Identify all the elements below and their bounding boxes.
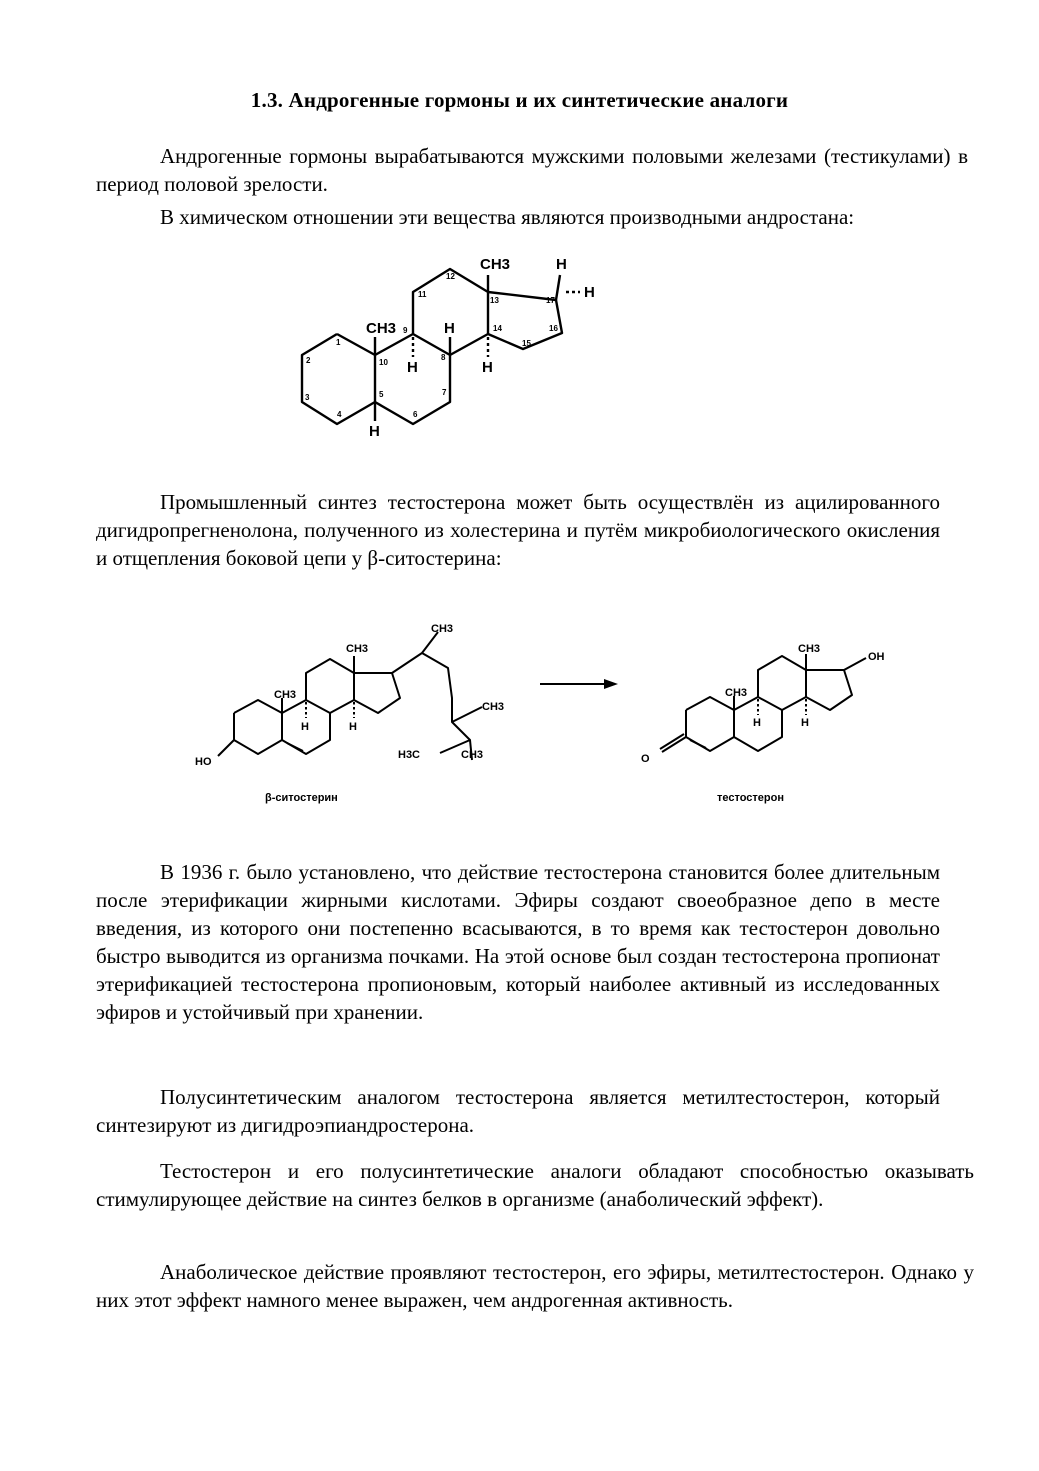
paragraph-6: Тестостерон и его полусинтетические аналоги обладают способностью оказывать стимулирующее действие на синтез белков в организме (анаболический эффект). (96, 1159, 974, 1211)
h-label: H (407, 359, 418, 376)
paragraph-7: Анаболическое действие проявляют тестостерон, его эфиры, метилтестостерон. Однако у них этот эффект намного менее выражен, чем андрогенная активность. (96, 1260, 974, 1312)
atom-number: 17 (546, 296, 555, 305)
ch3-label: CH3 (346, 643, 369, 655)
section-heading: 1.3. Андрогенные гормоны и их синтетические аналоги (250, 88, 789, 112)
h-label: H (369, 423, 380, 440)
atom-number: 10 (379, 358, 388, 367)
h-label: H (349, 721, 357, 733)
atom-number: 1 (336, 338, 341, 347)
h-label: H (301, 721, 309, 733)
h-label: H (753, 717, 761, 729)
atom-number: 15 (522, 339, 531, 348)
h-label: H (556, 256, 567, 273)
atom-number: 11 (418, 290, 427, 299)
h-label: H (584, 284, 595, 301)
ch3-label: CH3 (431, 623, 454, 635)
sitosterol-caption: β-ситостерин (265, 792, 338, 804)
ho-label: HO (195, 756, 212, 768)
atom-number: 4 (337, 410, 342, 419)
ch3-label: CH3 (482, 701, 505, 713)
o-label: O (641, 753, 650, 765)
sitosterol-structure (190, 610, 520, 790)
ch3-label: CH3 (461, 749, 484, 761)
paragraph-2: В химическом отношении эти вещества являются производными андростана: (160, 205, 855, 229)
atom-number: 2 (306, 356, 311, 365)
atom-number: 5 (379, 390, 384, 399)
ch3-label: CH3 (798, 643, 821, 655)
oh-label: OH (868, 651, 885, 663)
paragraph-3: Промышленный синтез тестостерона может быть осуществлён из ацилированного дигидропрегненолона, полученного из холестерина и путём микробиологического окисления и отщепления боковой цепи у β-ситостерина: (96, 490, 940, 570)
atom-number: 3 (305, 393, 310, 402)
ch3-label: CH3 (274, 689, 297, 701)
atom-number: 16 (549, 324, 558, 333)
atom-number: 6 (413, 410, 418, 419)
atom-number: 9 (403, 326, 408, 335)
atom-number: 13 (490, 296, 499, 305)
testosterone-caption: тестостерон (717, 792, 784, 804)
h-label: H (444, 320, 455, 337)
h-label: H (801, 717, 809, 729)
paragraph-5: Полусинтетическим аналогом тестостерона является метилтестостерон, который синтезируют из дигидроэпиандростерона. (96, 1085, 940, 1137)
paragraph-1: Андрогенные гормоны вырабатываются мужскими половыми железами (тестикулами) в период половой зрелости. (96, 144, 968, 196)
androstane-structure (290, 245, 620, 445)
atom-number: 14 (493, 324, 502, 333)
h-label: H (482, 359, 493, 376)
ch3-label: CH3 (725, 687, 748, 699)
reaction-arrow (538, 676, 620, 692)
h3c-label: H3C (398, 749, 421, 761)
paragraph-4: В 1936 г. было установлено, что действие тестостерона становится более длительным после этерификации жирными кислотами. Эфиры создают своеобразное депо в месте введения, из которого они постепенно всасываются, в то время как тестостерон довольно быстро выводится из организма почками. На этой основе был создан тестостерона пропионат этерификацией тестостерона пропионовым, который наиболее активный из исследованных эфиров и устойчивый при хранении. (96, 860, 940, 1024)
atom-number: 7 (442, 388, 447, 397)
atom-number: 8 (441, 353, 446, 362)
ch3-left-label: CH3 (366, 320, 397, 337)
ch3-top-label: CH3 (480, 256, 511, 273)
atom-number: 12 (446, 272, 455, 281)
testosterone-structure (638, 636, 898, 786)
